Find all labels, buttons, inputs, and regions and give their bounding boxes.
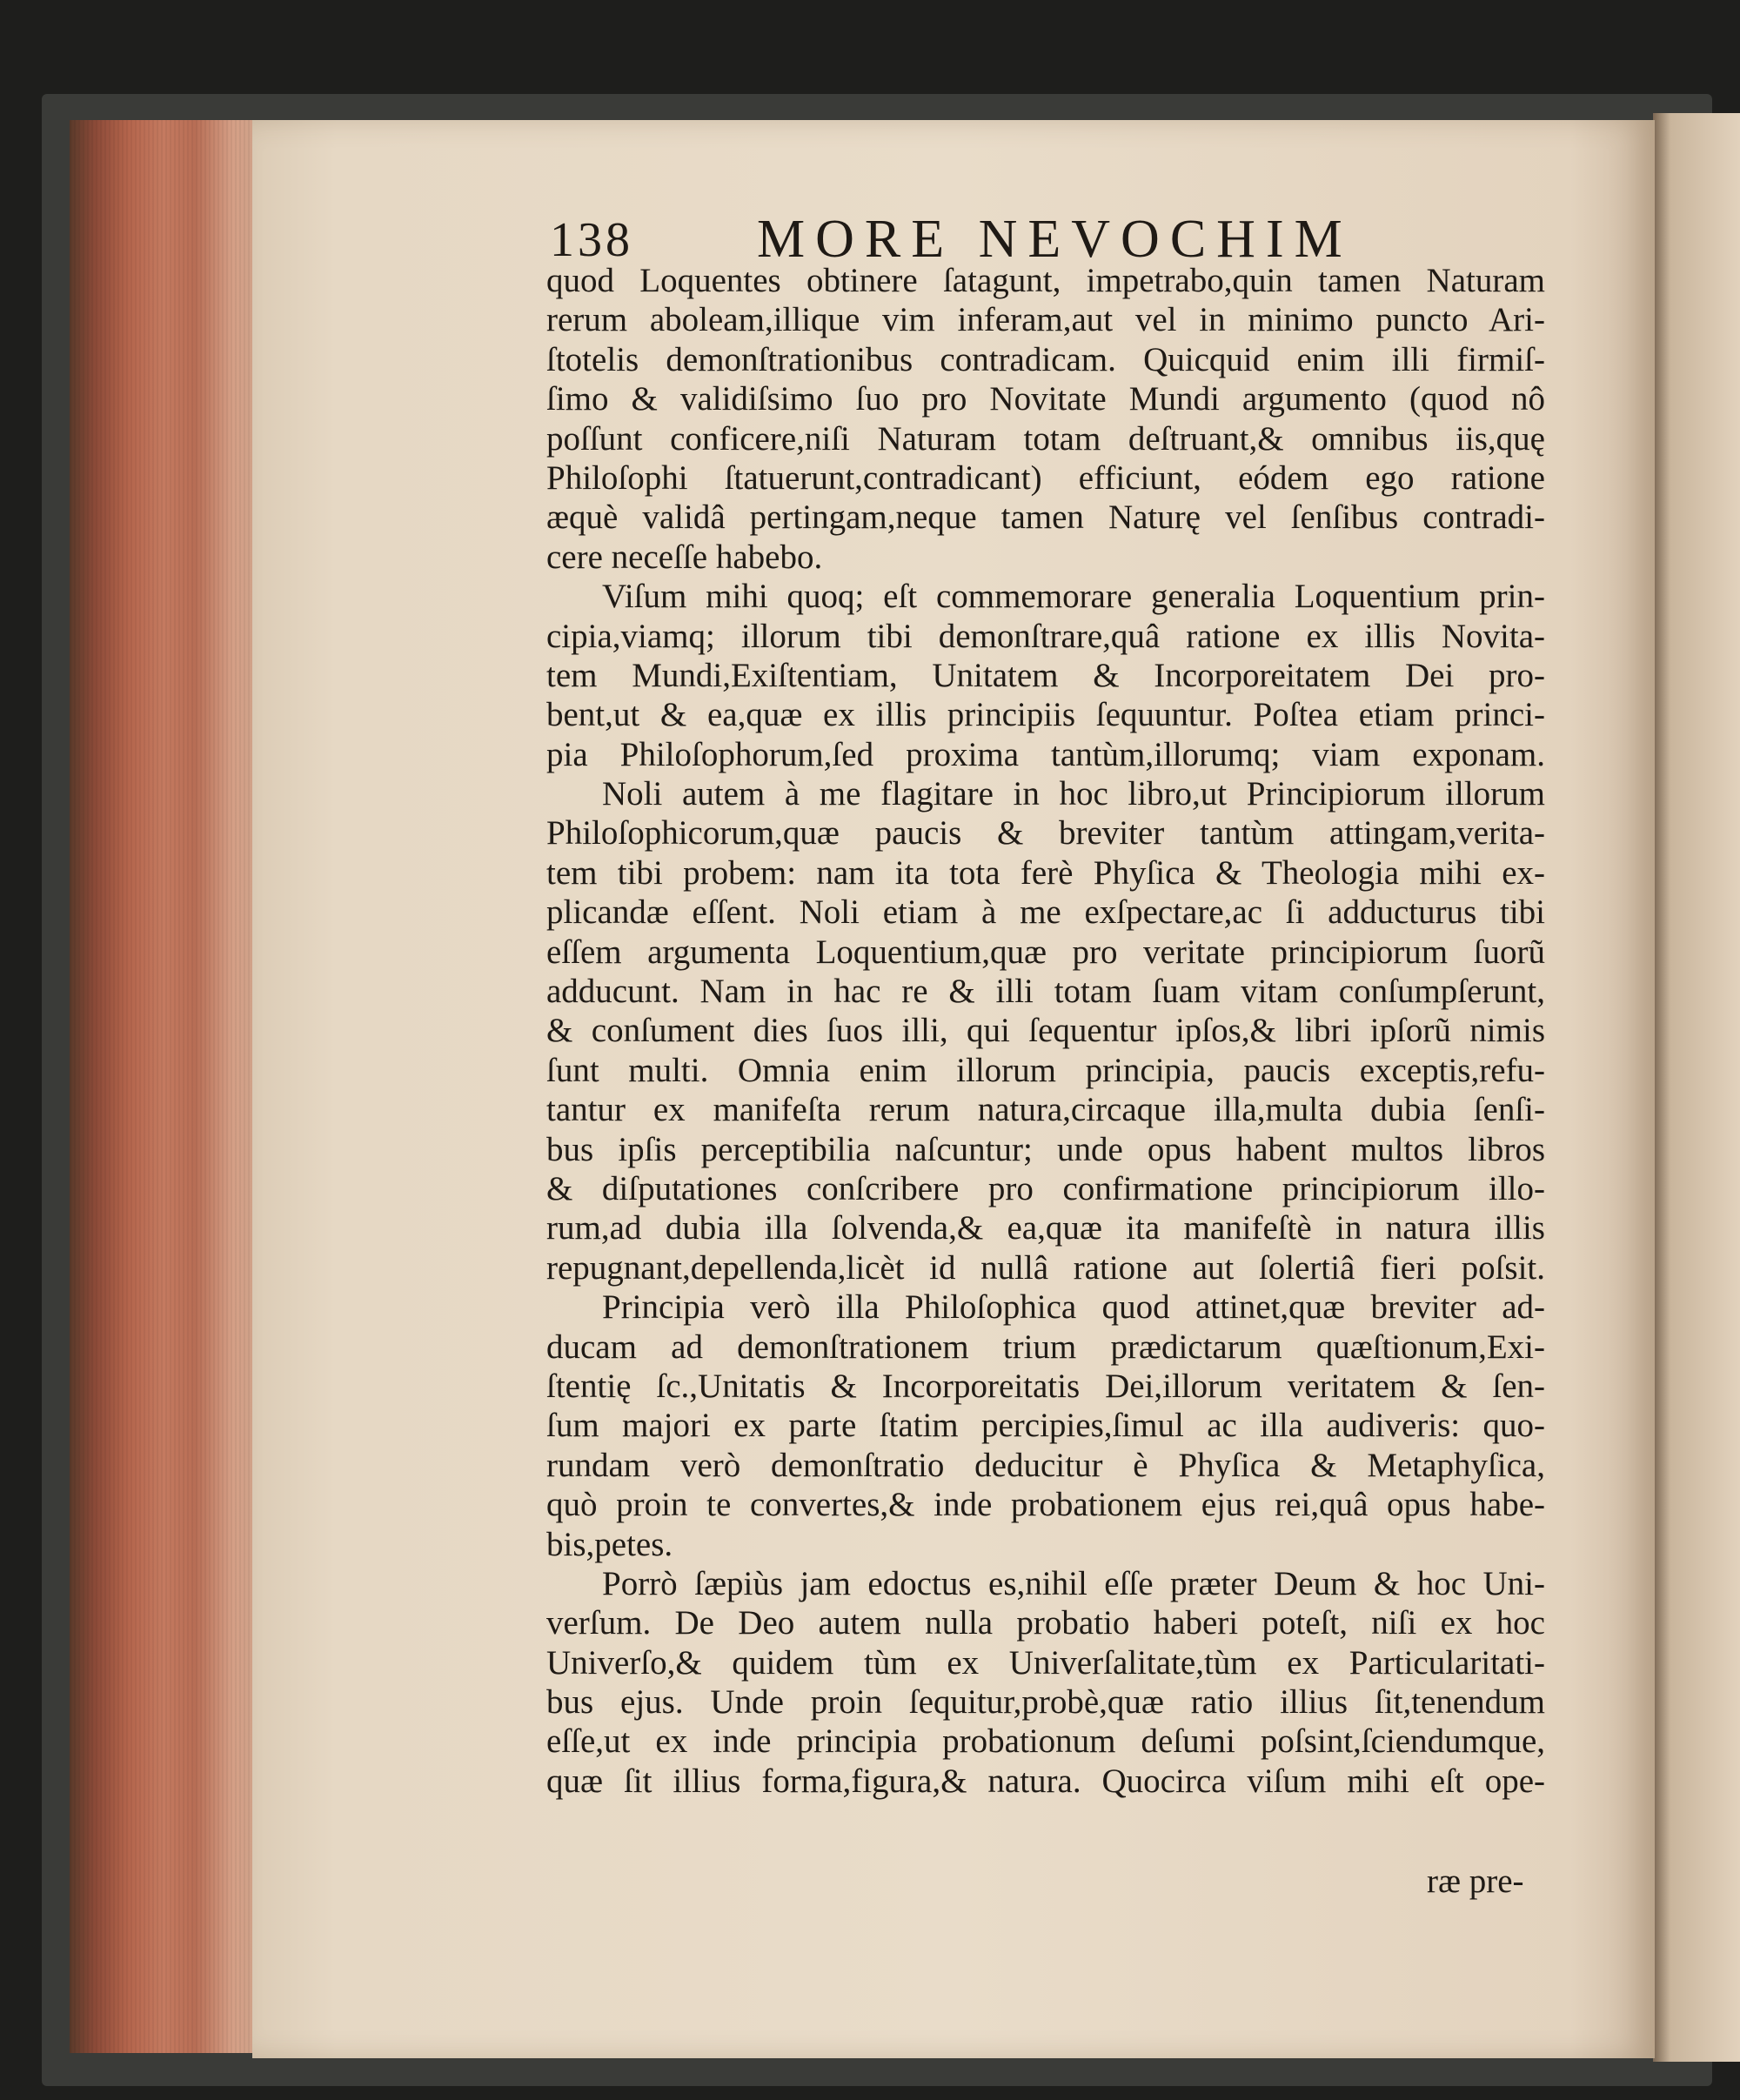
text-line: poſſunt conficere,niſi Naturam totam deſtruant,& omnibus iis,quę [546, 419, 1545, 458]
text-line: Philoſophicorum,quæ paucis & breviter tantùm attingam,verita- [546, 814, 1545, 853]
running-title: MORE NEVOCHIM [757, 210, 1353, 269]
text-line: Noli autem à me flagitare in hoc libro,ut Principiorum illorum [602, 775, 1545, 813]
text-line: repugnant,depellenda,licèt id nullâ ratione aut ſolertiâ fieri poſsit. [546, 1248, 1545, 1287]
text-line: tem tibi probem: nam ita tota ferè Phyſica & Theologia mihi ex- [546, 853, 1545, 892]
text-line: verſum. De Deo autem nulla probatio haberi poteſt, niſi ex hoc [546, 1604, 1545, 1642]
text-line: quod Loquentes obtinere ſatagunt, impetrabo,quin tamen Naturam [546, 262, 1545, 299]
text-line: quæ ſit illius forma,figura,& natura. Quocirca viſum mihi eſt ope- [546, 1762, 1545, 1800]
text-line: Viſum mihi quoq; eſt commemorare generalia Loquentium prin- [602, 578, 1545, 616]
text-line: ducam ad demonſtrationem trium prædictarum quæſtionum,Exi- [546, 1328, 1545, 1366]
text-line: & diſputationes conſcribere pro confirmatione principiorum illo- [546, 1169, 1545, 1207]
text-line: quò proin te convertes,& inde probationem ejus rei,quâ opus habe- [546, 1486, 1545, 1524]
text-line: pia Philoſophorum,ſed proxima tantùm,illorumq; viam exponam. [546, 735, 1545, 773]
text-line: eſſem argumenta Loquentium,quæ pro veritate principiorum ſuorũ [546, 933, 1545, 971]
text-line: tantur ex manifeſta rerum natura,circaque illa,multa dubia ſenſi- [546, 1091, 1545, 1129]
facing-page-edge [1653, 113, 1740, 2062]
body-text [546, 261, 1545, 1801]
text-line: rerum aboleam,illique vim inferam,aut vel in minimo puncto Ari- [546, 301, 1545, 339]
text-line: bus ejus. Unde proin ſequitur,probè,quæ ratio illius ſit,tenendum [546, 1683, 1545, 1722]
text-line: rum,ad dubia illa ſolvenda,& ea,quæ ita manifeſtè in natura illis [546, 1209, 1545, 1247]
text-line: bis,petes. [546, 1525, 673, 1563]
text-line: plicandæ eſſent. Noli etiam à me exſpectare,ac ſi adducturus tibi [546, 893, 1545, 932]
text-line: Porrò ſæpiùs jam edoctus es,nihil eſſe præter Deum & hoc Uni- [602, 1564, 1545, 1602]
page-number: 138 [550, 213, 633, 267]
text-line: cere neceſſe habebo. [546, 538, 823, 576]
text-line: & conſument dies ſuos illi, qui ſequentur ipſos,& libri ipſorũ nimis [546, 1012, 1545, 1050]
page-edges [70, 120, 278, 2053]
text-line: ſimo & validiſsimo ſuo pro Novitate Mundi argumento (quod nô [546, 380, 1545, 418]
text-line: adducunt. Nam in hac re & illi totam ſuam vitam conſumpſerunt, [546, 973, 1545, 1011]
text-line: ſtotelis demonſtrationibus contradicam. Quicquid enim illi firmiſ- [546, 340, 1545, 378]
text-line: æquè validâ pertingam,neque tamen Naturę vel ſenſibus contradi- [546, 498, 1545, 537]
text-line: rundam verò demonſtratio deducitur è Phyſica & Metaphyſica, [546, 1446, 1545, 1484]
text-line: ſtentię ſc.,Unitatis & Incorporeitatis Dei,illorum veritatem & ſen- [546, 1367, 1545, 1405]
text-line: bent,ut & ea,quæ ex illis principiis ſequuntur. Poſtea etiam princi- [546, 696, 1545, 734]
text-line: Principia verò illa Philoſophica quod attinet,quæ breviter ad- [602, 1288, 1545, 1327]
text-line: tem Mundi,Exiſtentiam, Unitatem & Incorporeitatem Dei pro- [546, 656, 1545, 694]
text-line: eſſe,ut ex inde principia probationum deſumi poſsint,ſciendumque, [546, 1722, 1545, 1761]
text-line: Philoſophi ſtatuerunt,contradicant) efficiunt, eódem ego ratione [546, 458, 1545, 497]
text-line: ſum majori ex parte ſtatim percipies,ſimul ac illa audiveris: quo- [546, 1407, 1545, 1445]
text-line: ſunt multi. Omnia enim illorum principia, paucis exceptis,refu- [546, 1051, 1545, 1089]
text-line: bus ipſis perceptibilia naſcuntur; unde opus habent multos libros [546, 1130, 1545, 1168]
text-line: Univerſo,& quidem tùm ex Univerſalitate,tùm ex Particularitati- [546, 1643, 1545, 1682]
catchword: ræ pre- [1427, 1863, 1524, 1900]
text-line: cipia,viamq; illorum tibi demonſtrare,quâ ratione ex illis Novita- [546, 617, 1545, 655]
